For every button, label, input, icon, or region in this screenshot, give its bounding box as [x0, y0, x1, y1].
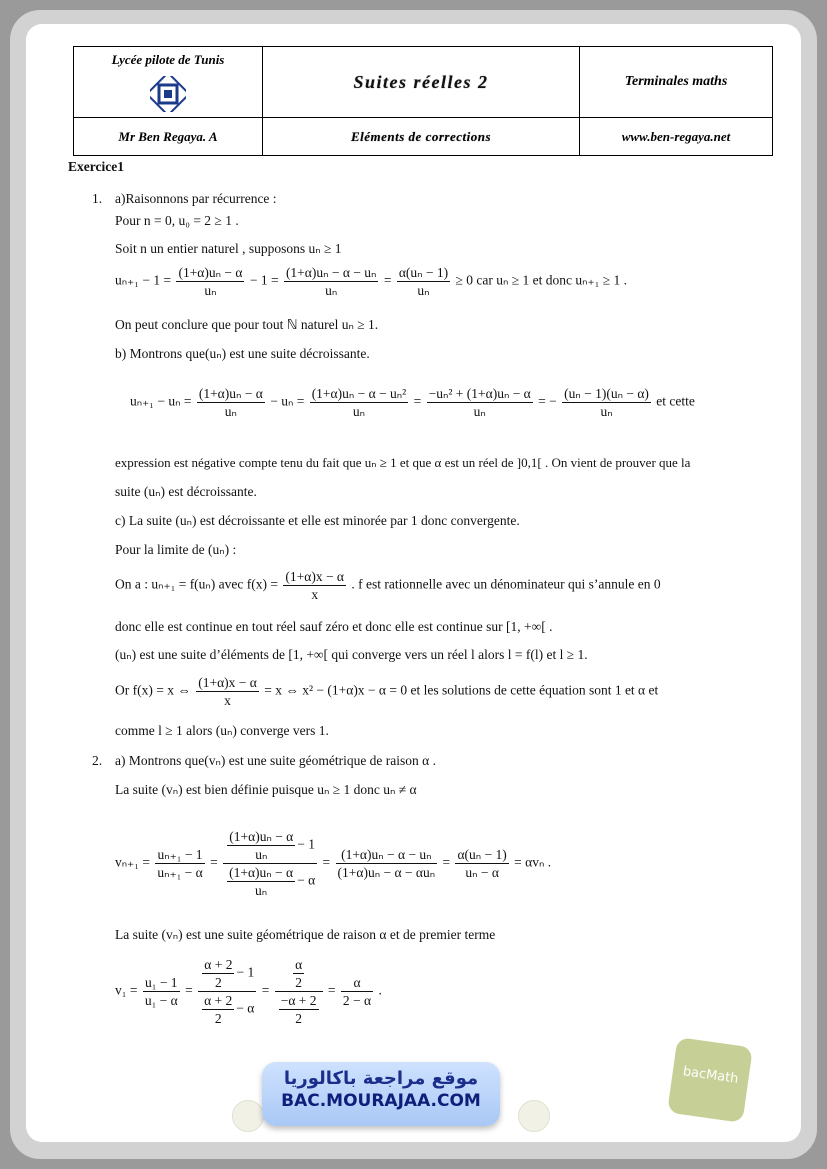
line-induction: a)Raisonnons par récurrence : — [115, 191, 277, 206]
eq4-compound-fraction-1: $\frac{\alpha + 2}{2}$ − 1 $\frac{\alpha + 2}{2}$ − α — [198, 956, 256, 1027]
line-hypothesis: Soit n un entier naturel , supposons uₙ ≥ 1 — [115, 241, 342, 256]
eq4-compound-fraction-2: $\frac{\frac{\alpha}{2}}{\frac{-\alpha + 2}{2}}$ — [275, 956, 323, 1027]
eq1-mid: − 1 = — [249, 272, 279, 288]
eq4-eqc: = — [327, 982, 336, 998]
level-cell — [580, 47, 773, 118]
eq1-tail: ≥ 0 car uₙ ≥ 1 et donc uₙ₊₁ ≥ 1 . — [455, 272, 628, 288]
item-number-2: 2. — [92, 753, 103, 768]
eq4-fraction-5: $\frac{\alpha}{2 - \alpha}$ — [342, 975, 372, 1008]
l13-fraction: $\frac{(1+\alpha)x - \alpha}{x}$ — [198, 675, 257, 708]
school-logo-icon — [150, 76, 186, 112]
l10-post: . f est rationnelle avec un dénominateur qui s’annule en 0 — [351, 576, 661, 592]
teacher-cell — [74, 118, 263, 156]
line-well-defined: La suite (vₙ) est bien définie puisque uₙ ≥ 1 donc uₙ ≠ α — [115, 782, 417, 797]
site-name-arabic: موقع مراجعة باكالوريا — [283, 1068, 479, 1089]
site-url: BAC.MOURAJAA.COM — [281, 1091, 481, 1111]
document-subtitle: Eléments de corrections — [350, 128, 492, 144]
eq2-tail: et cette — [656, 393, 695, 409]
line-part-b: b) Montrons que(uₙ) est une suite décroissante. — [115, 346, 370, 361]
eq3-compound-fraction: $\frac{\text{(1+α)uₙ − α}}{\text{uₙ}}$ − 1 $\frac{\text{(1+α)uₙ − α}}{\text{uₙ}}$ − α — [223, 828, 317, 899]
eq3-eq: = — [210, 854, 218, 870]
header-table — [73, 46, 773, 156]
eq2-fraction-1: $\frac{\text{(1+α)uₙ − α}}{\text{uₙ}}$ — [198, 386, 263, 419]
site-badge[interactable] — [262, 1062, 500, 1126]
website-cell — [580, 118, 773, 156]
eq3-eqb: = — [322, 854, 331, 870]
line-decreasing: suite (uₙ) est décroissante. — [115, 484, 257, 499]
l10-pre: On a : uₙ₊₁ = f(uₙ) avec f(x) = — [115, 576, 279, 592]
school-name: Lycée pilote de Tunis — [111, 52, 225, 67]
eq3-fraction-4: $\frac{\text{α(uₙ − 1)}}{\text{uₙ − α}}$ — [457, 847, 507, 880]
line-part-c: c) La suite (uₙ) est décroissante et elle est minorée par 1 donc convergente. — [115, 513, 520, 528]
equation-2 — [130, 385, 695, 420]
eq2-eq: = — [413, 393, 422, 409]
eq3-fraction-1: $\frac{\text{uₙ₊₁ − 1}}{\text{uₙ₊₁ − α}}$ — [157, 847, 203, 880]
eq3-eqc: = — [442, 854, 451, 870]
document-title: Suites réelles 2 — [353, 71, 489, 92]
seal-right-icon — [518, 1100, 550, 1132]
eq2-fraction-2: $\frac{\text{(1+α)uₙ − α − uₙ²}}{\text{uₙ}}$ — [311, 386, 407, 419]
bacmath-logo: bacMath — [667, 1037, 753, 1123]
subtitle-cell — [263, 118, 580, 156]
eq4-eqb: = — [261, 982, 270, 998]
line-solve-equation — [115, 674, 658, 709]
eq2-eq2: = − — [538, 393, 557, 409]
seal-left-icon — [232, 1100, 264, 1132]
website-link[interactable]: www.ben-regaya.net — [621, 128, 731, 144]
eq2-fraction-3: $\frac{\text{−uₙ² + (1+α)uₙ − α}}{\text{uₙ}}$ — [428, 386, 531, 419]
l10-fraction: $\frac{(1+\alpha)x - \alpha}{x}$ — [285, 569, 345, 602]
line-converges: comme l ≥ 1 alors (uₙ) converge vers 1. — [115, 723, 329, 738]
eq3-fraction-3: (1+α)uₙ − α − uₙ (1+α)uₙ − α − αuₙ — [337, 847, 436, 880]
eq1-fraction-1: $\frac{\text{(1+α)uₙ − α}}{\text{uₙ}}$ — [178, 265, 243, 298]
line-base-case: Pour n = 0, u₀ = 2 ≥ 1 . — [115, 213, 239, 228]
line-limit: Pour la limite de (uₙ) : — [115, 542, 237, 557]
line-geometric: a) Montrons que(vₙ) est une suite géométrique de raison α . — [115, 753, 436, 768]
eq1-fraction-3: $\frac{\text{α(uₙ − 1)}}{\text{uₙ}}$ — [398, 265, 449, 298]
eq4-eq: = — [185, 982, 193, 998]
eq2-fraction-4: $\frac{\text{(uₙ − 1)(uₙ − α)}}{\text{uₙ}}$ — [564, 386, 649, 419]
equation-3 — [115, 828, 551, 899]
eq3-lhs: vₙ₊₁ = — [115, 854, 150, 870]
eq4-tail: . — [378, 982, 382, 998]
line-negative-expression: expression est négative compte tenu du fait que uₙ ≥ 1 et que α est un réel de ]0,1[ . On vient de prouver que la — [115, 455, 691, 470]
exercise-title: Exercice1 — [68, 159, 124, 174]
item-number-1: 1. — [92, 191, 103, 206]
eq1-eq: = — [383, 272, 392, 288]
line-continuity: donc elle est continue en tout réel sauf zéro et donc elle est continue sur [1, +∞[ . — [115, 619, 553, 634]
eq1-fraction-2: $\frac{\text{(1+α)uₙ − α − uₙ}}{\text{uₙ}}$ — [285, 265, 377, 298]
line-fixed-point: (uₙ) est une suite d’éléments de [1, +∞[ qui converge vers un réel l alors l = f(l) et l ≥ 1. — [115, 647, 588, 662]
eq2-mid: − uₙ = — [270, 393, 305, 409]
eq2-lhs: uₙ₊₁ − uₙ = — [130, 393, 192, 409]
school-cell — [74, 47, 263, 118]
teacher-name: Mr Ben Regaya. A — [118, 128, 218, 144]
eq4-fraction-1: $\frac{\text{u₁ − 1}}{\text{u₁ − α}}$ — [144, 975, 178, 1008]
l13-post: = x ⇔ x² − (1+α)x − α = 0 et les solutions de cette équation sont 1 et α et — [264, 682, 659, 698]
eq3-tail: = αvₙ . — [514, 854, 552, 870]
class-level: Terminales maths — [624, 74, 728, 89]
equation-4 — [115, 956, 382, 1027]
line-first-term: La suite (vₙ) est une suite géométrique de raison α et de premier terme — [115, 927, 496, 942]
eq4-lhs: v₁ = — [115, 982, 138, 998]
line-conclusion-1: On peut conclure que pour tout ℕ naturel uₙ ≥ 1. — [115, 317, 379, 332]
line-function-def — [115, 568, 661, 603]
title-cell — [263, 47, 580, 118]
l13-pre: Or f(x) = x ⇔ — [115, 682, 191, 698]
eq1-lhs: uₙ₊₁ − 1 = — [115, 272, 172, 288]
equation-1 — [115, 264, 627, 299]
